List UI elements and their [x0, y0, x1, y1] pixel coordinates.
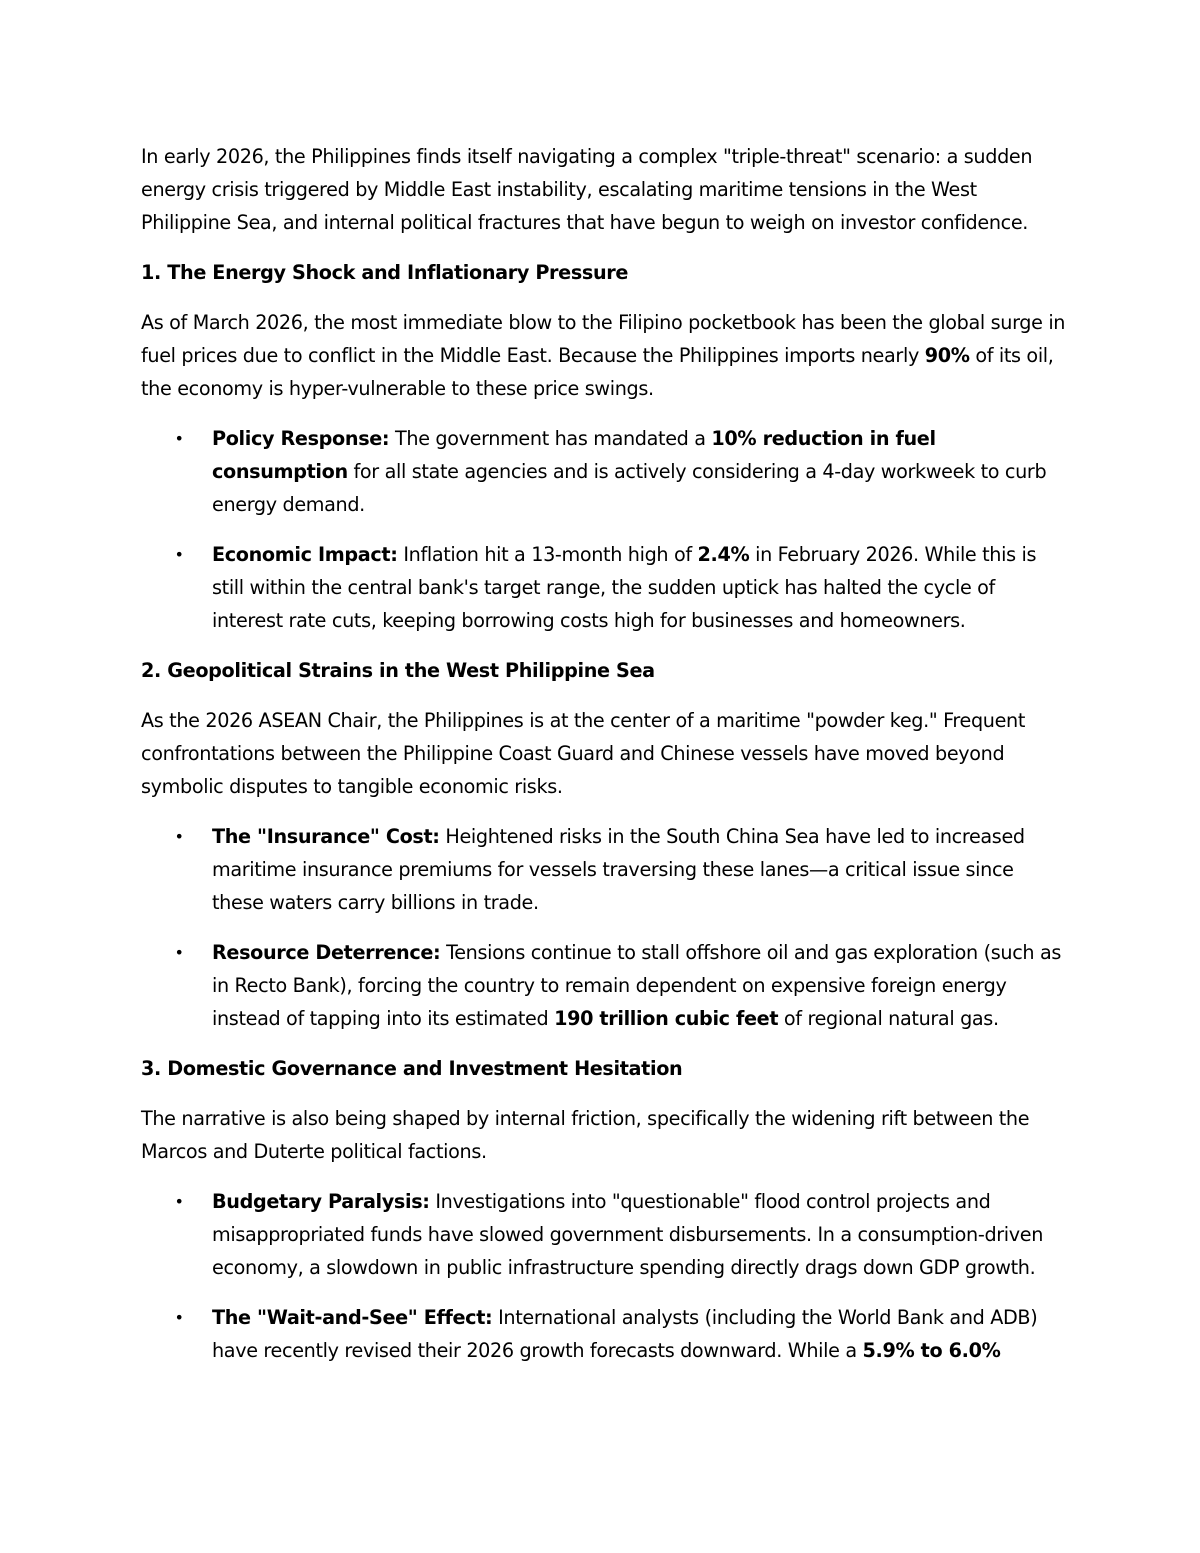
bullet-text: Heightened risks in the South China Sea have led to increased maritime insurance premiums for vessels traversing these lanes—a critical issue since these waters carry billions in trade. [212, 825, 1025, 914]
bullet-text-end: in February 2026. While this is still within the central bank's target range, the sudden uptick has halted the cycle of interest rate cuts, keeping borrowing costs high for businesses and homeowners. [212, 543, 1037, 632]
section-1-paragraph-bold: 90% [924, 344, 970, 367]
section-2-paragraph: As the 2026 ASEAN Chair, the Philippines is at the center of a maritime "powder keg." Frequent confrontations between the Philippine Coast Guard and Chinese vessels have moved beyond symbolic disputes to tangible economic risks. [141, 709, 1026, 798]
bullet-label: The "Insurance" Cost: [212, 825, 440, 848]
bullet-icon: • [174, 943, 184, 962]
bullet-text: Tensions continue to stall offshore oil and gas exploration (such as in Recto Bank), forcing the country to remain dependent on expensive foreign energy instead of tapping into its estimated [212, 941, 1062, 1030]
bullet-text: Inflation hit a 13-month high of [397, 543, 698, 566]
bullet-bold-text: 5.9% to 6.0% [862, 1339, 1001, 1362]
section-1-paragraph-text: As of March 2026, the most immediate blow to the Filipino pocketbook has been the global surge in fuel prices due to conflict in the Middle East. Because the Philippines imports nearly [141, 311, 1066, 367]
document-body [141, 140, 1066, 1384]
bullet-icon: • [174, 429, 184, 448]
bullet-text-end: for all state agencies and is actively considering a 4-day workweek to curb energy demand. [212, 460, 1047, 516]
list-item [141, 1301, 1066, 1367]
section-3-heading: 3. Domestic Governance and Investment Hesitation [141, 1057, 683, 1080]
bullet-icon: • [174, 1192, 184, 1211]
list-item [141, 422, 1066, 521]
bullet-label: Budgetary Paralysis: [212, 1190, 430, 1213]
list-item [141, 538, 1066, 637]
bullet-text-end: of regional natural gas. [778, 1007, 999, 1030]
bullet-text: International analysts (including the World Bank and ADB) have recently revised their 2026 growth forecasts downward. While a [212, 1306, 1038, 1362]
list-item [141, 936, 1066, 1035]
bullet-icon: • [174, 827, 184, 846]
section-1-paragraph [141, 306, 1066, 405]
section-1-heading: 1. The Energy Shock and Inflationary Pressure [141, 261, 629, 284]
section-2-bullet-list [141, 820, 1066, 1035]
bullet-bold-text: 2.4% [697, 543, 750, 566]
section-3-paragraph: The narrative is also being shaped by internal friction, specifically the widening rift between the Marcos and Duterte political factions. [141, 1107, 1030, 1163]
bullet-label: Economic Impact: [212, 543, 398, 566]
section-1-bullet-list [141, 422, 1066, 637]
bullet-bold-text: 190 trillion cubic feet [554, 1007, 779, 1030]
list-item [141, 820, 1066, 919]
bullet-label: Resource Deterrence: [212, 941, 441, 964]
bullet-icon: • [174, 1308, 184, 1327]
section-2-heading: 2. Geopolitical Strains in the West Philippine Sea [141, 659, 655, 682]
bullet-icon: • [174, 545, 184, 564]
bullet-text: The government has mandated a [389, 427, 712, 450]
section-1-paragraph-text-end: of its oil, the economy is hyper-vulnerable to these price swings. [141, 344, 1054, 400]
list-item [141, 1185, 1066, 1284]
bullet-label: Policy Response: [212, 427, 390, 450]
intro-paragraph: In early 2026, the Philippines finds itself navigating a complex "triple-threat" scenario: a sudden energy crisis triggered by Middle East instability, escalating maritime tensions in the West Philippine Sea, and internal political fractures that have begun to weigh on investor confidence. [141, 145, 1033, 234]
bullet-text: Investigations into "questionable" flood control projects and misappropriated funds have slowed government disbursements. In a consumption-driven economy, a slowdown in public infrastructure spending directly drags down GDP growth. [212, 1190, 1044, 1279]
bullet-bold-text: 10% reduction in fuel consumption [212, 427, 936, 483]
bullet-label: The "Wait-and-See" Effect: [212, 1306, 493, 1329]
section-3-bullet-list [141, 1185, 1066, 1367]
